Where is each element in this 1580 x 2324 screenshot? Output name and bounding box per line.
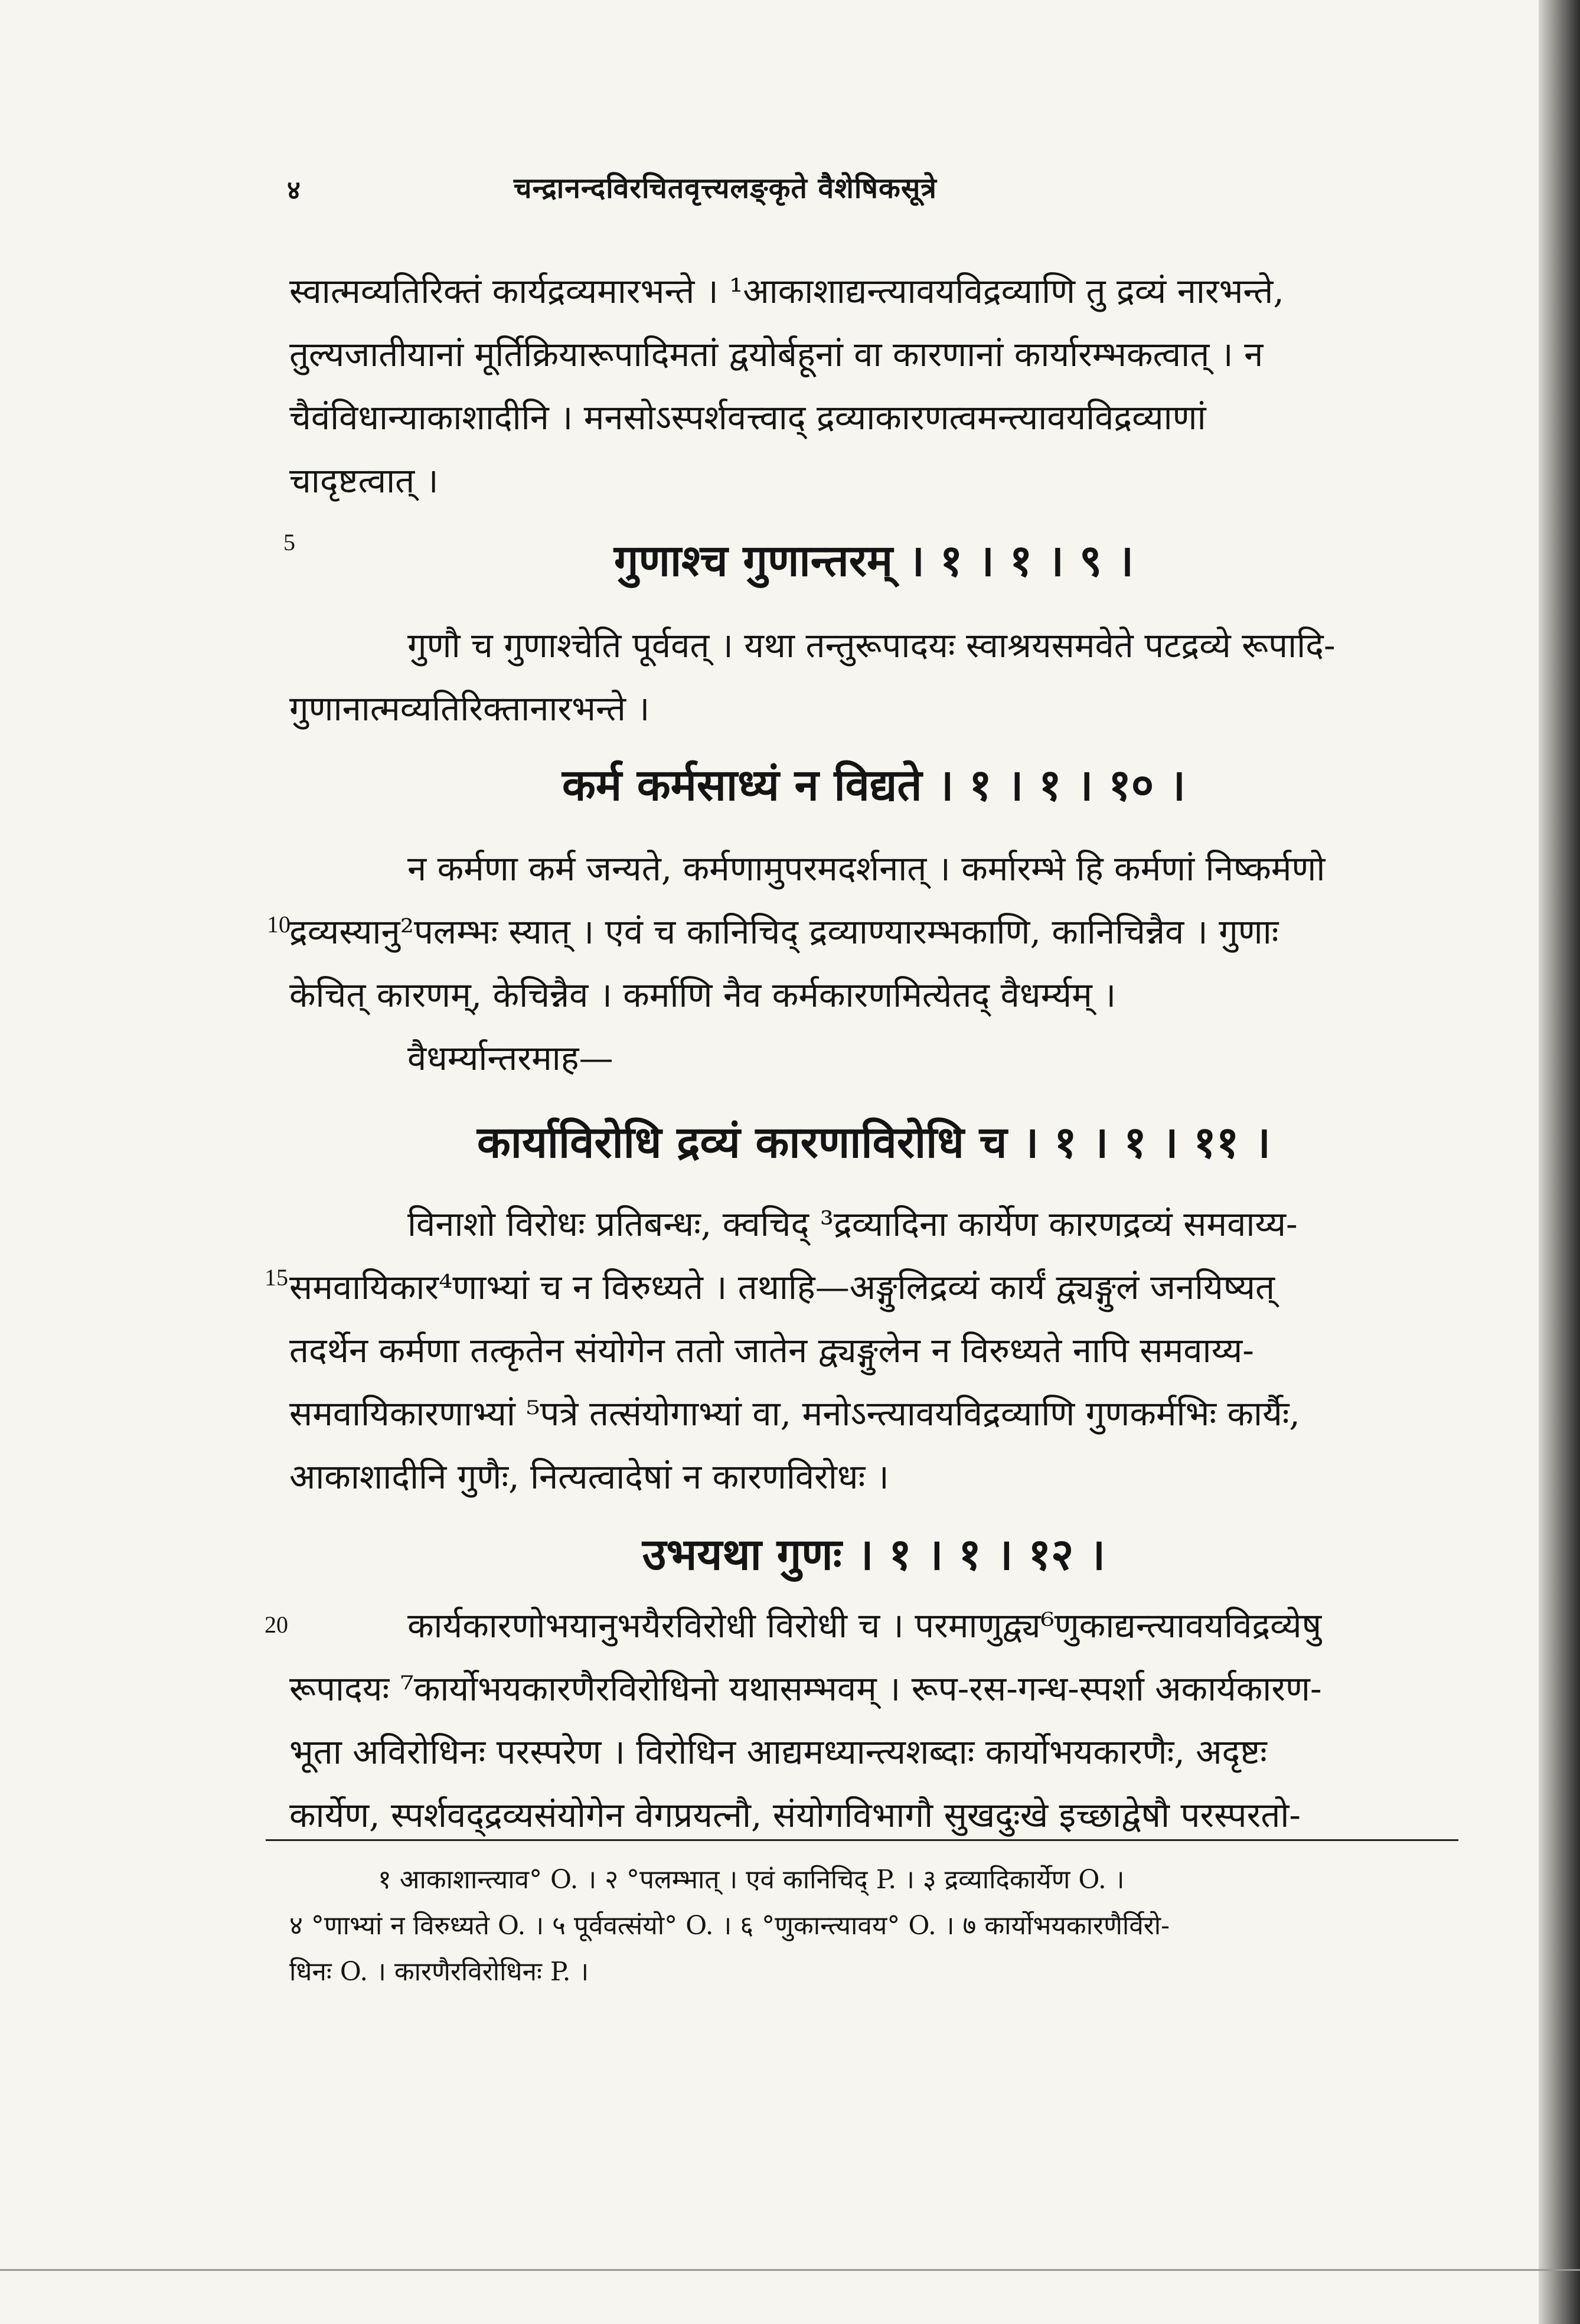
text-line: आकाशादीनि गुणैः, नित्यत्वादेषां न कारणविरोधः ।	[289, 1457, 889, 1497]
page-number: ४	[287, 175, 301, 205]
commentary-paragraph	[289, 260, 1458, 513]
text-line: गुणौ च गुणाश्चेति पूर्ववत् । यथा तन्तुरूपादयः स्वाश्रयसमवेते पटद्रव्ये रूपादि-	[407, 625, 1336, 665]
text-line: द्रव्यस्यानु²पलम्भः स्यात् । एवं च कानिचिद् द्रव्याण्यारम्भकाणि, कानिचिन्नैव । गुणाः	[289, 912, 1279, 952]
commentary-paragraph	[289, 614, 1458, 740]
sutra-heading: कर्म कर्मसाध्यं न विद्यते । १ । १ । १० ।	[562, 760, 1186, 811]
sutra-heading: उभयथा गुणः । १ । १ । १२ ।	[642, 1529, 1106, 1580]
text-line: विनाशो विरोधः प्रतिबन्धः, क्वचिद् ³द्रव्यादिना कार्येण कारणद्रव्यं समवाय्य-	[407, 1204, 1298, 1244]
text-line: तदर्थेन कर्मणा तत्कृतेन संयोगेन ततो जातेन द्व्यङ्गुलेन न विरुध्यते नापि समवाय्य-	[289, 1330, 1254, 1370]
line-number: 15	[265, 1264, 288, 1291]
commentary-paragraph	[289, 1594, 1458, 1847]
footnote-line: धिनः O. । कारणैरविरोधिनः P. ।	[289, 1957, 589, 1987]
text-line: वैधर्म्यान्तरमाह—	[407, 1038, 613, 1078]
sutra-heading: कार्याविरोधि द्रव्यं कारणाविरोधि च । १ । १ । ११ ।	[476, 1117, 1271, 1168]
line-number: 10	[267, 911, 290, 938]
commentary-paragraph	[289, 1193, 1458, 1509]
text-line: चादृष्टत्वात् ।	[289, 461, 439, 501]
text-line: कार्येण, स्पर्शवद्द्रव्यसंयोगेन वेगप्रयत्नौ, संयोगविभागौ सुखदुःखे इच्छाद्वेषौ परस्परतो-	[289, 1795, 1301, 1835]
text-line: न कर्मणा कर्म जन्यते, कर्मणामुपरमदर्शनात् । कर्मारम्भे हि कर्मणां निष्कर्मणो	[407, 848, 1326, 889]
text-line: भूता अविरोधिनः परस्परेण । विरोधिन आद्यमध्यान्त्यशब्दाः कार्योभयकारणैः, अदृष्टः	[289, 1732, 1267, 1772]
text-line: रूपादयः ⁷कार्योभयकारणैरविरोधिनो यथासम्भवम् । रूप-रस-गन्ध-स्पर्शा अकार्यकारण-	[289, 1669, 1322, 1709]
footnote-line: १ आकाशान्त्याव° O. । २ °पलम्भात् । एवं कानिचिद् P. । ३ द्रव्यादिकार्येण O. ।	[378, 1865, 1125, 1895]
text-line: कार्यकारणोभयानुभयैरविरोधी विरोधी च । परमाणुद्व्य⁶णुकाद्यन्त्यावयविद्रव्येषु	[407, 1605, 1322, 1646]
line-number: 20	[265, 1611, 288, 1638]
footnote-line: ४ °णाभ्यां न विरुध्यते O. । ५ पूर्ववत्संयो° O. । ६ °णुकान्त्यावय° O. । ७ कार्योभयकारणैर्विरो-	[289, 1911, 1170, 1941]
sutra-heading: गुणाश्च गुणान्तरम् । १ । १ । ९ ।	[613, 536, 1134, 586]
commentary-paragraph	[289, 837, 1458, 1090]
text-line: समवायिकार⁴णाभ्यां च न विरुध्यते । तथाहि—अङ्गुलिद्रव्यं कार्यं द्व्यङ्गुलं जनयिष्यत्	[289, 1267, 1275, 1307]
line-number: 5	[283, 529, 295, 556]
text-line: स्वात्मव्यतिरिक्तं कार्यद्रव्यमारभन्ते । ¹आकाशाद्यन्त्यावयविद्रव्याणि तु द्रव्यं नारभन्ते,	[289, 271, 1284, 311]
scan-border	[0, 2269, 1580, 2271]
text-line: गुणानात्मव्यतिरिक्तानारभन्ते ।	[289, 688, 650, 729]
page-edge-shadow	[1539, 0, 1580, 2324]
text-line: चैवंविधान्याकाशादीनि । मनसोऽस्पर्शवत्त्वाद् द्रव्याकारणत्वमन्त्यावयविद्रव्याणां	[289, 397, 1206, 438]
text-line: केचित् कारणम्, केचिन्नैव । कर्माणि नैव कर्मकारणमित्येतद् वैधर्म्यम् ।	[289, 975, 1117, 1015]
text-line: समवायिकारणाभ्यां ⁵पत्रे तत्संयोगाभ्यां वा, मनोऽन्त्यावयविद्रव्याणि गुणकर्मभिः कार्यैः,	[289, 1393, 1300, 1434]
footnote-divider	[266, 1839, 1458, 1841]
running-title: चन्द्रानन्दविरचितवृत्त्यलङ्कृते वैशेषिकसूत्रे	[514, 172, 937, 205]
text-line: तुल्यजातीयानां मूर्तिक्रियारूपादिमतां द्वयोर्बहूनां वा कारणानां कार्यारम्भकत्वात् । न	[289, 334, 1264, 374]
